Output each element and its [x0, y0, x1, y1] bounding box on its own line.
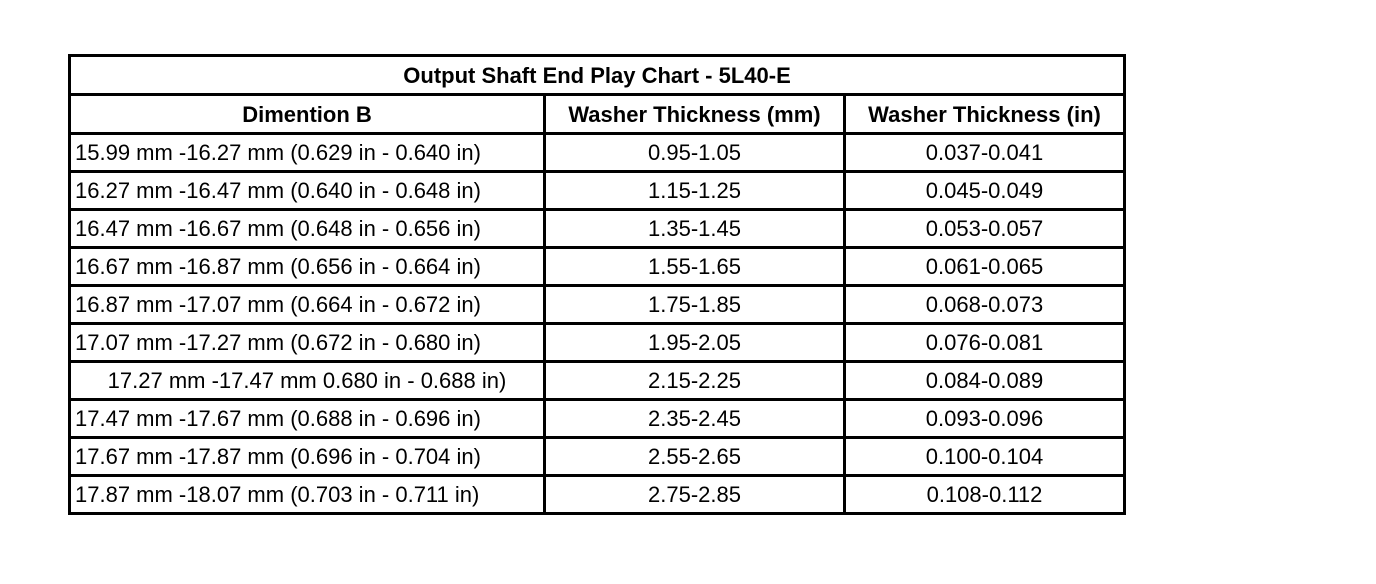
- washer-in-cell: 0.100-0.104: [845, 438, 1125, 476]
- washer-mm-cell: 2.35-2.45: [545, 400, 845, 438]
- washer-in-cell: 0.037-0.041: [845, 134, 1125, 172]
- table-row: [70, 210, 1125, 248]
- dimension-cell: 16.27 mm -16.47 mm (0.640 in - 0.648 in): [70, 172, 545, 210]
- washer-in-cell: 0.061-0.065: [845, 248, 1125, 286]
- table-row: [70, 438, 1125, 476]
- washer-mm-cell: 1.75-1.85: [545, 286, 845, 324]
- dimension-cell: 17.87 mm -18.07 mm (0.703 in - 0.711 in): [70, 476, 545, 514]
- column-header-washer-mm: Washer Thickness (mm): [545, 95, 845, 134]
- washer-mm-cell: 1.35-1.45: [545, 210, 845, 248]
- table-row: [70, 476, 1125, 514]
- table-title: Output Shaft End Play Chart - 5L40-E: [70, 56, 1125, 95]
- washer-mm-cell: 2.55-2.65: [545, 438, 845, 476]
- washer-in-cell: 0.045-0.049: [845, 172, 1125, 210]
- washer-mm-cell: 2.75-2.85: [545, 476, 845, 514]
- column-header-washer-in: Washer Thickness (in): [845, 95, 1125, 134]
- table-row: [70, 362, 1125, 400]
- dimension-cell: 16.87 mm -17.07 mm (0.664 in - 0.672 in): [70, 286, 545, 324]
- column-header-dimension: Dimention B: [70, 95, 545, 134]
- washer-in-cell: 0.108-0.112: [845, 476, 1125, 514]
- dimension-cell: 17.47 mm -17.67 mm (0.688 in - 0.696 in): [70, 400, 545, 438]
- dimension-cell: 17.27 mm -17.47 mm 0.680 in - 0.688 in): [70, 362, 545, 400]
- washer-mm-cell: 2.15-2.25: [545, 362, 845, 400]
- dimension-cell: 17.07 mm -17.27 mm (0.672 in - 0.680 in): [70, 324, 545, 362]
- table-row: [70, 400, 1125, 438]
- washer-mm-cell: 0.95-1.05: [545, 134, 845, 172]
- washer-in-cell: 0.093-0.096: [845, 400, 1125, 438]
- table-row: [70, 134, 1125, 172]
- table-row: [70, 248, 1125, 286]
- washer-in-cell: 0.084-0.089: [845, 362, 1125, 400]
- washer-mm-cell: 1.55-1.65: [545, 248, 845, 286]
- dimension-cell: 17.67 mm -17.87 mm (0.696 in - 0.704 in): [70, 438, 545, 476]
- washer-mm-cell: 1.95-2.05: [545, 324, 845, 362]
- end-play-chart-table: [68, 54, 1126, 515]
- washer-in-cell: 0.068-0.073: [845, 286, 1125, 324]
- dimension-cell: 16.67 mm -16.87 mm (0.656 in - 0.664 in): [70, 248, 545, 286]
- table-row: [70, 172, 1125, 210]
- washer-mm-cell: 1.15-1.25: [545, 172, 845, 210]
- header-row: [70, 95, 1125, 134]
- table-row: [70, 324, 1125, 362]
- dimension-cell: 15.99 mm -16.27 mm (0.629 in - 0.640 in): [70, 134, 545, 172]
- washer-in-cell: 0.053-0.057: [845, 210, 1125, 248]
- title-row: [70, 56, 1125, 95]
- dimension-cell: 16.47 mm -16.67 mm (0.648 in - 0.656 in): [70, 210, 545, 248]
- washer-in-cell: 0.076-0.081: [845, 324, 1125, 362]
- table-row: [70, 286, 1125, 324]
